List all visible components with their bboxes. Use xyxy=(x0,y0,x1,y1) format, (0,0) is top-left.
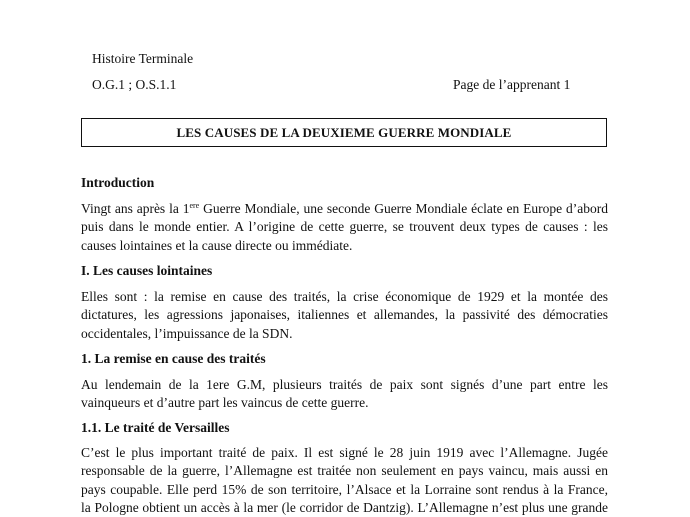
paragraph-line: Au lendemain de la 1ere G.M, plusieurs traités de paix sont signés d’une part entre les xyxy=(81,377,608,392)
paragraph-line: vainqueurs et d’autre part les vaincus de cette guerre. xyxy=(81,395,369,411)
paragraph-distant-causes xyxy=(81,288,608,343)
heading-distant-causes: I. Les causes lointaines xyxy=(81,263,213,278)
paragraph-line: Vingt ans après la 1ere Guerre Mondiale, une seconde Guerre Mondiale éclate en Europe d’abord xyxy=(81,201,608,216)
paragraph-line: causes lointaines et la cause directe ou immédiate. xyxy=(81,237,353,253)
heading-treaties: 1. La remise en cause des traités xyxy=(81,351,266,366)
paragraph-line: occidentales, l’impuissance de la SDN. xyxy=(81,325,293,341)
title-box xyxy=(81,118,607,147)
paragraph-line: responsable de la guerre, l’Allemagne est traitée non seulement en pays vaincu, mais aussi en xyxy=(81,463,608,479)
document-title: LES CAUSES DE LA DEUXIEME GUERRE MONDIALE xyxy=(176,124,512,140)
paragraph-introduction xyxy=(81,200,608,255)
superscript-ordinal: ere xyxy=(189,201,200,210)
subject-label: Histoire Terminale xyxy=(92,51,194,66)
heading-introduction: Introduction xyxy=(81,175,155,190)
heading-versailles: 1.1. Le traité de Versailles xyxy=(81,420,230,435)
paragraph-line: C’est le plus important traité de paix. Il est signé le 28 juin 1919 avec l’Allemagne. Jugée xyxy=(81,445,608,460)
paragraph-versailles xyxy=(81,444,608,517)
paragraph-line: Elles sont : la remise en cause des traités, la crise économique de 1929 et la montée des xyxy=(81,289,608,304)
page-label: Page de l’apprenant 1 xyxy=(453,77,571,92)
objective-codes: O.G.1 ; O.S.1.1 xyxy=(92,77,177,92)
paragraph-treaties xyxy=(81,376,608,413)
paragraph-line: pays coupable. Elle perd 15% de son territoire, l’Alsace et la Lorraine sont rendus à la France, xyxy=(81,481,608,497)
paragraph-line: la Pologne obtient un accès à la mer (le corridor de Dantzig). L’Allemagne n’est plus une grande xyxy=(81,499,608,515)
paragraph-line: dictatures, les agressions japonaises, italiennes et allemandes, la passivité des démocraties xyxy=(81,307,608,323)
paragraph-line: puis dans le monde entier. A l’origine de cette guerre, se trouvent deux types de causes : les xyxy=(81,219,608,235)
